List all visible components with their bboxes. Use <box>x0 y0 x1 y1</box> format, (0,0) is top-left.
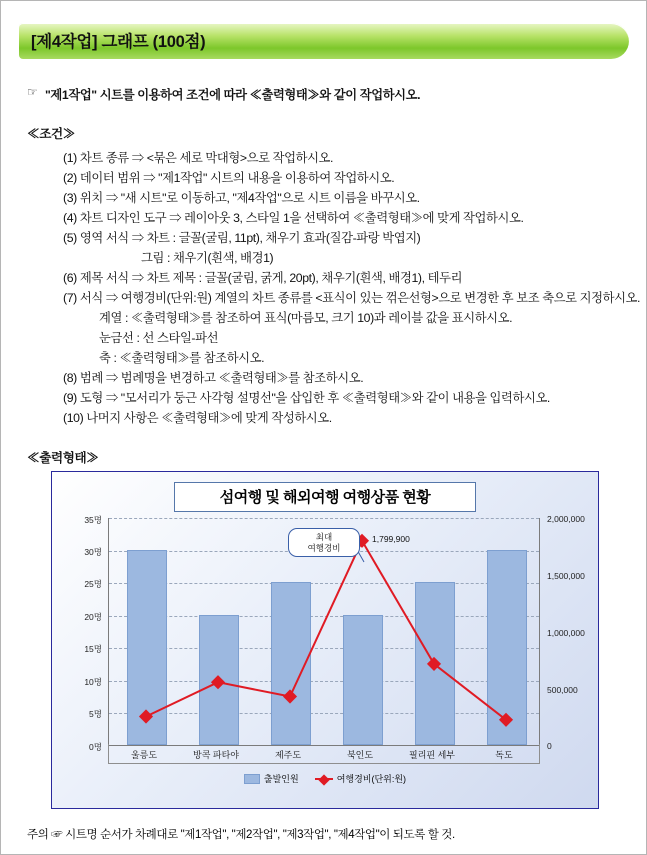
callout-line-1: 최대 <box>315 532 333 542</box>
y-axis-left-tick: 25명 <box>84 579 102 589</box>
chart-container <box>51 471 599 809</box>
condition-item: (10) 나머지 사항은 ≪출력형태≫에 맞게 작성하시오. <box>63 411 332 425</box>
condition-subitem: 계열 : ≪출력형태≫를 참조하여 표식(마름모, 크기 10)과 레이블 값을 표시하시오. <box>99 311 513 325</box>
x-axis-label: 제주도 <box>274 750 302 760</box>
y-axis-left-tick: 35명 <box>84 515 102 525</box>
legend-line-swatch-icon <box>315 778 333 780</box>
legend-label: 출발인원 <box>263 774 299 784</box>
legend-item-bar <box>244 772 299 785</box>
condition-item: (6) 제목 서식 ⇒ 차트 제목 : 글꼴(굴림, 굵게, 20pt), 채우기(흰색, 배경1), 테두리 <box>63 271 463 285</box>
condition-item: (5) 영역 서식 ⇒ 차트 : 글꼴(굴림, 11pt), 채우기 효과(질감-파랑 박엽지) <box>63 231 421 245</box>
y-axis-right-tick: 2,000,000 <box>547 514 585 524</box>
y-axis-right-tick: 1,000,000 <box>547 628 585 638</box>
intro-pointer-icon: ☞ <box>27 85 38 99</box>
chart-legend <box>52 772 598 785</box>
callout-line-2: 여행경비 <box>307 542 341 553</box>
condition-subitem: 그림 : 채우기(흰색, 배경1) <box>141 251 274 265</box>
condition-item: (1) 차트 종류 ⇒ <묶은 세로 막대형>으로 작업하시오. <box>63 151 334 165</box>
footer-note: 주의 ☞ 시트명 순서가 차례대로 "제1작업", "제2작업", "제3작업", "제4작업"이 되도록 할 것. <box>27 829 455 841</box>
chart-title: 섬여행 및 해외여행 여행상품 현황 <box>174 482 476 512</box>
travel-cost-line <box>146 541 506 720</box>
x-axis-label: 방콕 파타야 <box>193 750 239 760</box>
x-axis-label: 독도 <box>495 750 513 760</box>
condition-item: (3) 위치 ⇒ "새 시트"로 이동하고, "제4작업"으로 시트 이름을 바꾸시오. <box>63 191 420 205</box>
condition-item: (9) 도형 ⇒ "모서리가 둥근 사각형 설명선"을 삽입한 후 ≪출력형태≫와 같이 내용을 입력하시오. <box>63 391 550 405</box>
legend-bar-swatch-icon <box>244 774 260 784</box>
y-axis-left-tick: 20명 <box>84 612 102 622</box>
x-axis-label: 북인도 <box>346 750 374 760</box>
y-axis-right-tick: 1,500,000 <box>547 571 585 581</box>
conditions-heading: ≪조건≫ <box>27 127 75 141</box>
y-axis-left-tick: 0명 <box>89 742 102 752</box>
y-axis-left-tick: 10명 <box>84 677 102 687</box>
data-label-max: 1,799,900 <box>372 534 410 544</box>
legend-label: 여행경비(단위:원) <box>336 774 407 784</box>
condition-item: (7) 서식 ⇒ 여행경비(단위:원) 계열의 차트 종류를 <표식이 있는 꺾은선형>으로 변경한 후 보조 축으로 지정하시오. <box>63 291 641 305</box>
condition-item: (4) 차트 디자인 도구 ⇒ 레이아웃 3, 스타일 1을 선택하여 ≪출력형태≫에 맞게 작업하시오. <box>63 211 524 225</box>
y-axis-right-tick: 500,000 <box>547 685 578 695</box>
condition-item: (2) 데이터 범위 ⇒ "제1작업" 시트의 내용을 이용하여 작업하시오. <box>63 171 395 185</box>
y-axis-left-tick: 30명 <box>84 547 102 557</box>
x-axis-label: 울릉도 <box>130 750 158 760</box>
y-axis-left-tick: 15명 <box>84 644 102 654</box>
output-form-heading: ≪출력형태≫ <box>27 451 99 465</box>
callout-shape <box>288 528 360 557</box>
condition-subitem: 축 : ≪출력형태≫를 참조하시오. <box>99 351 265 365</box>
condition-item: (8) 범례 ⇒ 범례명을 변경하고 ≪출력형태≫를 참조하시오. <box>63 371 364 385</box>
intro-text: "제1작업" 시트를 이용하여 조건에 따라 ≪출력형태≫와 같이 작업하시오. <box>45 88 421 102</box>
x-axis-label: 필리핀 세부 <box>409 750 455 760</box>
y-axis-left-tick: 5명 <box>89 709 102 719</box>
page-title: [제4작업] 그래프 (100점) <box>31 33 206 51</box>
condition-subitem: 눈금선 : 선 스타일-파선 <box>99 331 219 345</box>
y-axis-right-tick: 0 <box>547 741 552 751</box>
line-markers <box>139 534 513 727</box>
legend-item-line <box>315 772 406 785</box>
